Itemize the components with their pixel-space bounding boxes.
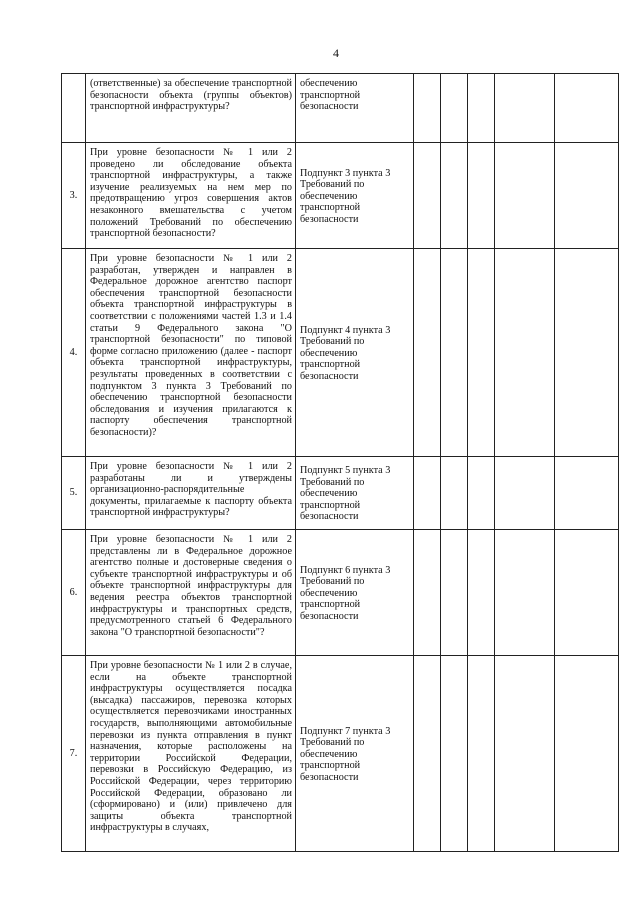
page-number: 4 bbox=[333, 46, 339, 60]
comment-cell bbox=[555, 74, 619, 143]
comment-cell bbox=[555, 656, 619, 852]
answer-cell-no bbox=[441, 74, 468, 143]
answer-cell-na bbox=[468, 656, 495, 852]
answer-cell-yes bbox=[414, 143, 441, 249]
note-cell bbox=[495, 457, 555, 530]
answer-cell-yes bbox=[414, 457, 441, 530]
note-cell bbox=[495, 143, 555, 249]
table-row bbox=[62, 457, 619, 530]
row-number: 4. bbox=[62, 249, 86, 457]
table-row bbox=[62, 249, 619, 457]
answer-cell-yes bbox=[414, 656, 441, 852]
answer-cell-na bbox=[468, 143, 495, 249]
answer-cell-no bbox=[441, 530, 468, 656]
answer-cell-yes bbox=[414, 74, 441, 143]
question-cell: При уровне безопасности № 1 или 2 проведено ли обследование объекта транспортной инфраструктуры, а также изучение реализуемых на нем мер по предотвращению угроз совершения актов незаконного вмешательства с учетом положений Требований по обеспечению транспортной безопасности? bbox=[86, 143, 296, 249]
table-row bbox=[62, 74, 619, 143]
row-number bbox=[62, 74, 86, 143]
comment-cell bbox=[555, 530, 619, 656]
question-cell: При уровне безопасности № 1 или 2 в случае, если на объекте транспортной инфраструктуры осуществляется посадка (высадка) пассажиров, перевозка которых осуществляется перевозчиками иностранных государств, выполняющими автомобильные перевозки из пункта отправления в пункт назначения, которые расположены на территории Российской Федерации, перевозки в Российскую Федерацию, из Российской Федерации, через территорию Российской Федерации, образовано ли (сформировано) и (или) привлечено для защиты объекта транспортной инфраструктуры в случаях, bbox=[86, 656, 296, 852]
reference-cell: Подпункт 3 пункта 3 Требований по обеспечению транспортной безопасности bbox=[296, 143, 414, 249]
table-row bbox=[62, 143, 619, 249]
question-cell: При уровне безопасности № 1 или 2 разработан, утвержден и направлен в Федеральное дорожное агентство паспорт обеспечения транспортной безопасности объекта транспортной инфраструктуры в соответствии с положениями частей 1.3 и 1.4 статьи 9 Федерального закона "О транспортной безопасности" по типовой форме согласно приложению (далее - паспорт объекта транспортной инфраструктуры, результаты проведенных в соответствии с подпунктом 3 пункта 3 Требований по обеспечению транспортной безопасности обследования и изучения прилагаются к паспорту обеспечения транспортной безопасности)? bbox=[86, 249, 296, 457]
row-number: 6. bbox=[62, 530, 86, 656]
answer-cell-no bbox=[441, 143, 468, 249]
answer-cell-no bbox=[441, 656, 468, 852]
row-number: 3. bbox=[62, 143, 86, 249]
checklist-table bbox=[61, 73, 619, 852]
note-cell bbox=[495, 656, 555, 852]
comment-cell bbox=[555, 457, 619, 530]
note-cell bbox=[495, 530, 555, 656]
reference-cell: обеспечению транспортной безопасности bbox=[296, 74, 414, 143]
question-cell: При уровне безопасности № 1 или 2 представлены ли в Федеральное дорожное агентство полные и достоверные сведения о субъекте транспортной инфраструктуры и об объекте транспортной инфраструктуры для ведения реестра объектов транспортной инфраструктуры и транспортных средств, предусмотренного статьей 6 Федерального закона "О транспортной безопасности"? bbox=[86, 530, 296, 656]
reference-cell: Подпункт 5 пункта 3 Требований по обеспечению транспортной безопасности bbox=[296, 457, 414, 530]
table-row bbox=[62, 530, 619, 656]
answer-cell-na bbox=[468, 530, 495, 656]
comment-cell bbox=[555, 143, 619, 249]
comment-cell bbox=[555, 249, 619, 457]
note-cell bbox=[495, 74, 555, 143]
answer-cell-yes bbox=[414, 530, 441, 656]
answer-cell-no bbox=[441, 249, 468, 457]
answer-cell-yes bbox=[414, 249, 441, 457]
answer-cell-na bbox=[468, 457, 495, 530]
reference-cell: Подпункт 4 пункта 3 Требований по обеспечению транспортной безопасности bbox=[296, 249, 414, 457]
question-cell: (ответственные) за обеспечение транспортной безопасности объекта (группы объектов) транспортной инфраструктуры? bbox=[86, 74, 296, 143]
table-row bbox=[62, 656, 619, 852]
reference-cell: Подпункт 7 пункта 3 Требований по обеспечению транспортной безопасности bbox=[296, 656, 414, 852]
answer-cell-na bbox=[468, 74, 495, 143]
row-number: 5. bbox=[62, 457, 86, 530]
row-number: 7. bbox=[62, 656, 86, 852]
question-cell: При уровне безопасности № 1 или 2 разработаны ли и утверждены организационно-распорядительные документы, прилагаемые к паспорту объекта транспортной инфраструктуры? bbox=[86, 457, 296, 530]
answer-cell-na bbox=[468, 249, 495, 457]
note-cell bbox=[495, 249, 555, 457]
answer-cell-no bbox=[441, 457, 468, 530]
reference-cell: Подпункт 6 пункта 3 Требований по обеспечению транспортной безопасности bbox=[296, 530, 414, 656]
